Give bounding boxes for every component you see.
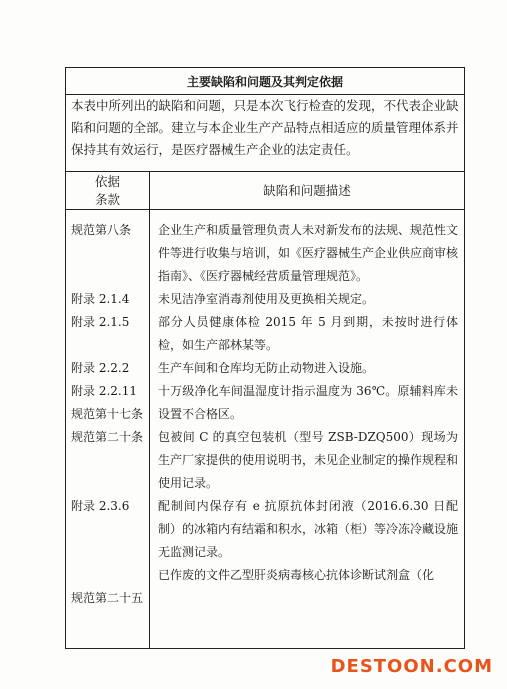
description-row-1: 未见洁净室消毒剂使用及更换相关规定。 — [158, 292, 375, 306]
description-row-7: 已作废的文件乙型肝炎病毒核心抗体诊断试剂盒（化 — [158, 568, 435, 582]
basis-row-5: 规范第二十条 — [71, 430, 144, 444]
basis-row-6: 附录 2.3.6 — [71, 499, 130, 513]
basis-row-3: 附录 2.2.2 — [71, 361, 130, 375]
watermark-logo: DESTOON.COM — [330, 656, 493, 677]
description-row-5: 包被间 C 的真空包装机（型号 ZSB-DZQ500）现场为生产厂家提供的使用说明书，未见企业制定的操作规程和使用记录。 — [158, 430, 459, 490]
basis-row-4b: 规范第十七条 — [71, 407, 144, 421]
description-row-6: 配制间内保存有 e 抗原抗体封闭液（2016.6.30 日配制）的冰箱内有结霜和积水，冰箱（柜）等冷冻冷藏设施无监测记录。 — [158, 499, 459, 559]
column-header-basis-line1: 依据 — [94, 174, 120, 189]
description-row-3: 生产车间和仓库均无防止动物进入设施。 — [158, 361, 375, 375]
basis-column — [66, 210, 150, 649]
description-row-4: 十万级净化车间温湿度计指示温度为 36℃。原辅料库未设置不合格区。 — [158, 384, 459, 421]
basis-row-0: 规范第八条 — [71, 223, 132, 237]
description-row-0: 企业生产和质量管理负责人未对新发布的法规、规范性文件等进行收集与培训，如《医疗器械生产企业供应商审核指南》、《医疗器械经营质量管理规范》。 — [158, 223, 459, 283]
basis-row-7: 规范第二十五 — [71, 591, 144, 605]
description-row-2: 部分人员健康体检 2015 年 5 月到期，未按时进行体检，如生产部林某等。 — [158, 315, 459, 352]
table-intro: 本表中所列出的缺陷和问题，只是本次飞行检查的发现，不代表企业缺陷和问题的全部。建立与本企业生产产品特点相适应的质量管理体系并保持其有效运行，是医疗器械生产企业的法定责任。 — [66, 95, 465, 172]
column-header-basis-line2: 条款 — [94, 192, 120, 207]
basis-row-4a: 附录 2.2.11 — [71, 384, 137, 398]
column-header-description: 缺陷和问题描述 — [150, 172, 465, 210]
basis-row-2: 附录 2.1.5 — [71, 315, 130, 329]
table-title: 主要缺陷和问题及其判定依据 — [66, 68, 465, 95]
description-column — [150, 210, 465, 649]
column-header-basis — [66, 172, 150, 210]
defects-table — [65, 67, 465, 649]
basis-row-1: 附录 2.1.4 — [71, 292, 130, 306]
